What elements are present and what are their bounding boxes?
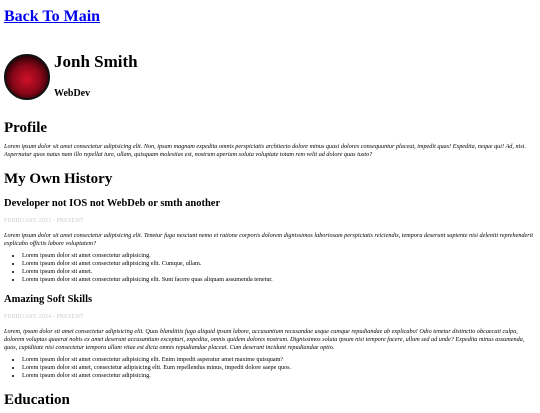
header-text [54, 52, 138, 99]
job-title: Amazing Soft Skills [4, 294, 93, 305]
job-title: Developer not IOS not WebDeb or smth another [4, 198, 221, 209]
person-role: WebDev [54, 88, 91, 99]
profile-text: Lorem ipsum dolor sit amet consectetur adipisicing elit. Non, ipsam magnam expedita omnis perspiciatis architecto dolore minus quasi dolores consequuntur placeat, impedit quas! Expedita, neque qui! Ad, nisi. Aspernatur quos natus nam illo repellat iure, ullam, quisquam molestias est, nostrum aperiam soluta voluptate totam rem velit ad dolore quas iusto? [4, 143, 526, 158]
job-description: Lorem, ipsum dolor sit amet consectetur adipisicing elit. Quas blanditiis fuga aliquid ipsum labore, accusantium recusandae usque cumque repudiandae ab explicabo! Odio tenetur distinctio obcaecati culpa, dolorem voluptas quaerat nobis ex amet deserunt accusantium excepturi, expedita, omnis quidem dolores nostrum. Dignissimos soluta ipsum nisi tempore facere, ullam sed ad unde? Expedita minus assumenda, quos, cupiditate nisi consectetur tempora ullam vitae est dicta omnis repudiandae placeat. Cum deserunt incidunt repudiandae optio. [4, 328, 525, 351]
list-item: • Lorem ipsum dolor sit amet consectetur adipisicing. [22, 252, 536, 260]
job-bullet-list [4, 356, 536, 380]
back-to-main-link[interactable]: Back To Main [4, 8, 101, 25]
list-item: • Lorem ipsum dolor sit amet consectetur adipisicing elit. Sunt facere quas aliquam assumenda tenetur. [22, 276, 536, 284]
job-bullet-list [4, 252, 536, 284]
list-item: • Lorem ipsum dolor sit amet consectetur adipisicing. [22, 372, 536, 380]
profile-heading: Profile [4, 120, 48, 136]
job-description: Lorem ipsum dolor sit amet consectetur adipisicing elit. Tenetur fuga nesciunt nemo et ratione corporis dolorem dignissimos laboriosam perspiciatis reiciendis, tempora deserunt sapiente nisi deleniti reprehenderit explicabo officiis labore voluptatem? [4, 232, 534, 247]
profile-header [4, 52, 536, 100]
list-item: • Lorem ipsum dolor sit amet. [22, 268, 536, 276]
education-heading: Education [4, 392, 70, 408]
person-name: Jonh Smith [54, 52, 138, 71]
list-item: • Lorem ipsum dolor sit amet consectetur adipisicing elit. Cumque, ullam. [22, 260, 536, 268]
job-date: FEBRUARY 2024 - PRESENT [4, 313, 84, 320]
job-date: FEBRUARY 2023 - PRESENT [4, 217, 84, 224]
list-item: • Lorem ipsum dolor sit amet, consectetur adipisicing elit. Eum repellendus minus, impedit dolore saepe quos. [22, 364, 536, 372]
list-item: • Lorem ipsum dolor sit amet consectetur adipisicing elit. Enim impedit asperatur amet maxime quisquam? [22, 356, 536, 364]
job-entry-1 [4, 198, 536, 284]
job-entry-2 [4, 294, 536, 380]
avatar [4, 54, 50, 100]
history-heading: My Own History [4, 171, 113, 187]
